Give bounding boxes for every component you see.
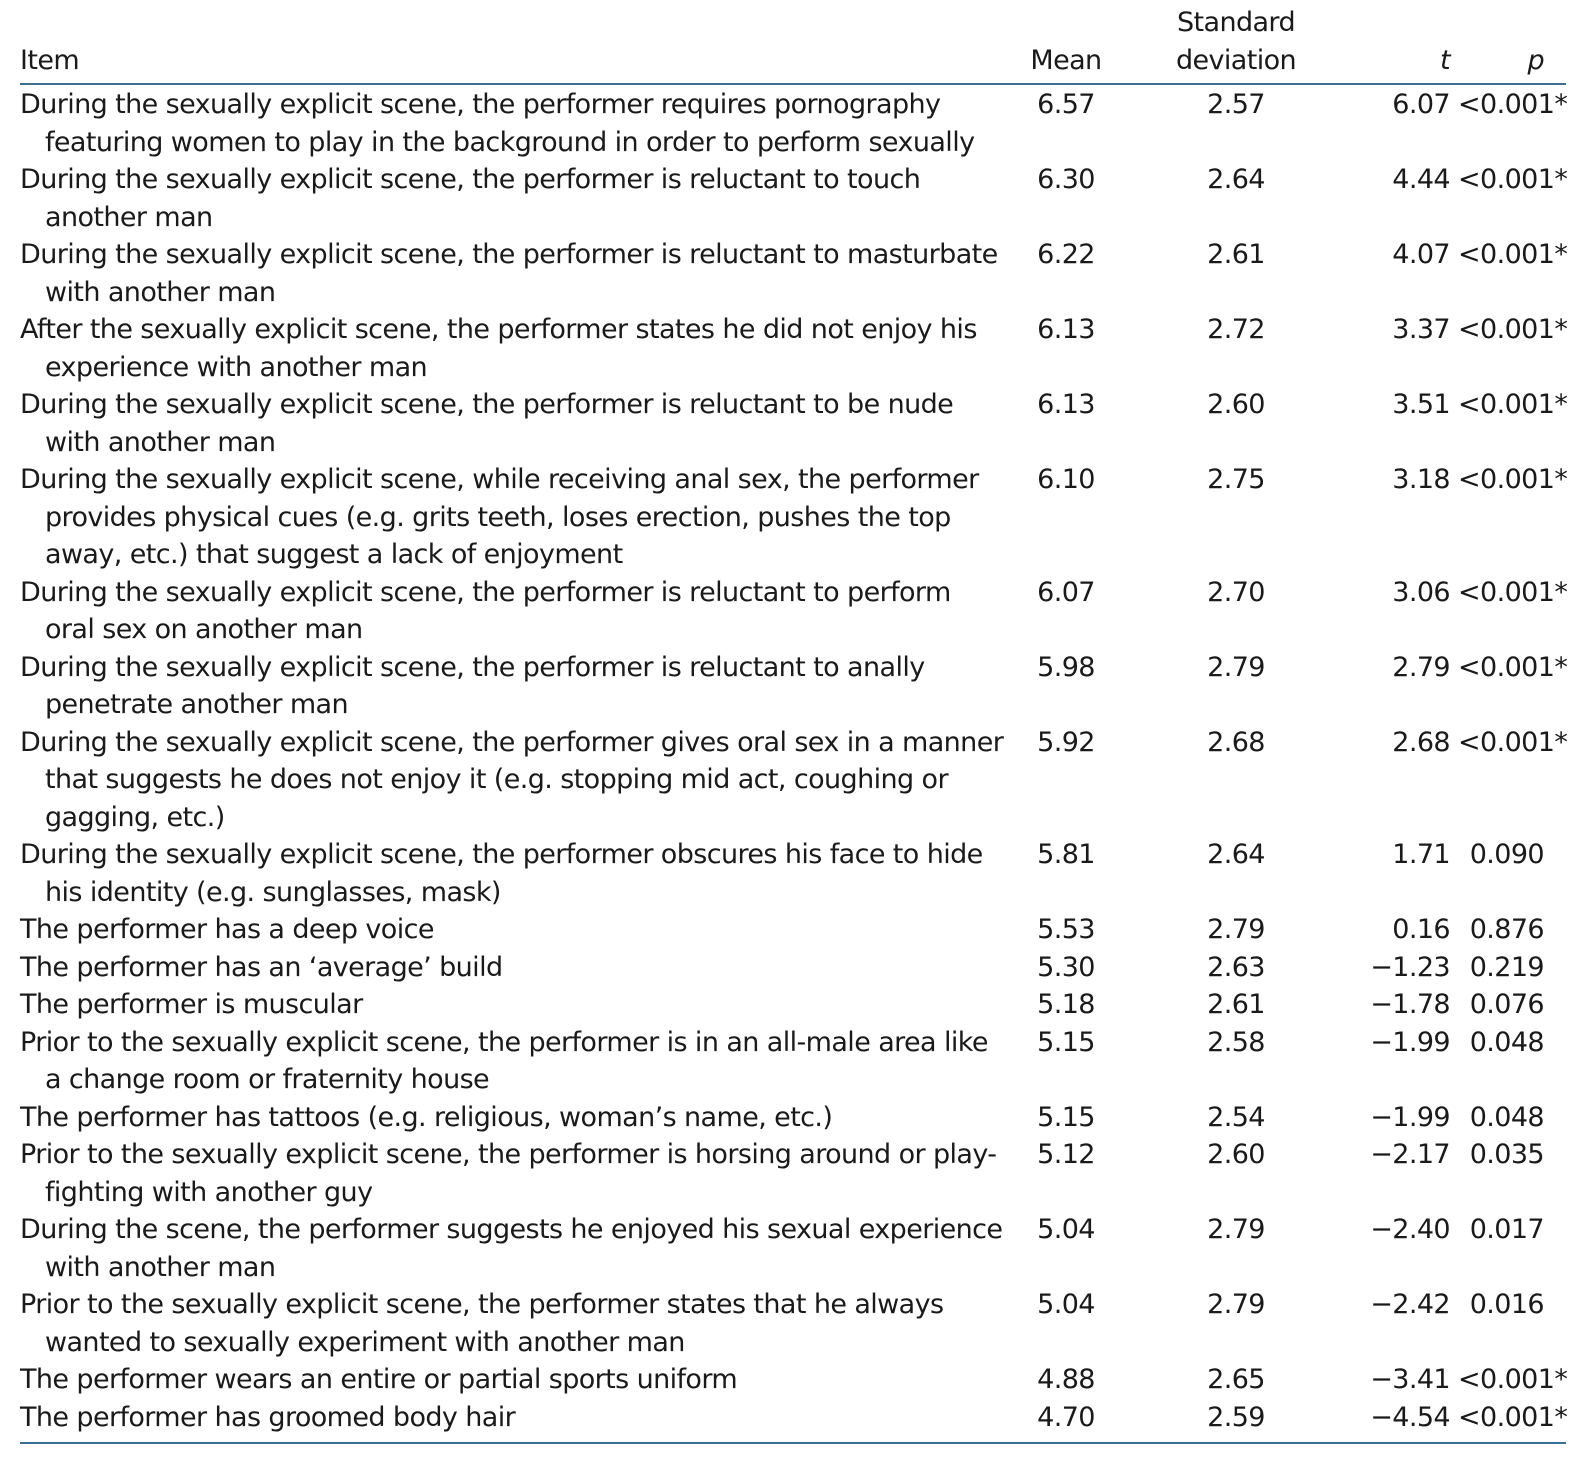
cell-sd: 2.58 [1207, 1026, 1265, 1058]
cell-sd: 2.54 [1207, 1101, 1265, 1133]
cell-item: The performer has tattoos (e.g. religious, woman’s name, etc.) [20, 1101, 833, 1133]
cell-p: 0.016 [1469, 1289, 1544, 1320]
cell-t: 2.68 [1392, 726, 1450, 758]
table-row [20, 1024, 1566, 1099]
cell-sd: 2.59 [1126, 1399, 1346, 1444]
cell-sd: 2.60 [1207, 389, 1265, 420]
cell-mean: 5.15 [1037, 1026, 1095, 1058]
cell-p: <0.001* [1458, 651, 1568, 683]
cell-item: The performer wears an entire or partial sports uniform [20, 1364, 738, 1395]
table-row [20, 574, 1566, 649]
cell-sd: 2.70 [1207, 576, 1265, 608]
cell-t: −2.40 [1370, 1214, 1450, 1245]
cell-p: 0.076 [1469, 989, 1544, 1020]
cell-t: 3.18 [1392, 464, 1450, 495]
cell-sd: 2.64 [1207, 164, 1265, 195]
table-row [20, 1099, 1566, 1137]
header-row [20, 0, 1566, 84]
cell-p: <0.001* [1458, 389, 1568, 420]
header-standard-deviation [1126, 0, 1346, 84]
cell-mean: 5.18 [1037, 989, 1095, 1020]
cell-sd: 2.65 [1207, 1364, 1265, 1395]
results-table [20, 0, 1566, 1444]
cell-mean: 5.92 [1037, 726, 1095, 758]
cell-t: −1.99 [1370, 1101, 1450, 1133]
table-row [20, 1286, 1566, 1361]
cell-mean: 5.04 [1037, 1214, 1095, 1245]
cell-p: 0.876 [1469, 914, 1544, 945]
cell-p: 0.048 [1469, 1101, 1544, 1133]
cell-item: During the sexually explicit scene, the performer gives oral sex in a manner that suggests he does not enjoy it (e.g. stopping mid act, coughing or gagging, etc.) [20, 726, 1004, 833]
header-t: t [1346, 0, 1458, 84]
cell-sd: 2.60 [1207, 1139, 1265, 1170]
cell-item: The performer has groomed body hair [20, 1399, 1006, 1444]
cell-item: Prior to the sexually explicit scene, the performer states that he always wanted to sexually experiment with another man [20, 1289, 944, 1358]
cell-sd: 2.61 [1207, 239, 1265, 270]
cell-mean: 6.13 [1037, 314, 1095, 345]
cell-mean: 5.98 [1037, 651, 1095, 683]
table-row [20, 986, 1566, 1024]
cell-sd: 2.64 [1207, 839, 1265, 870]
table-row [20, 161, 1566, 236]
table-row [20, 1399, 1566, 1444]
cell-mean: 6.07 [1037, 576, 1095, 608]
table-row [20, 911, 1566, 949]
cell-t: −2.42 [1370, 1289, 1450, 1320]
cell-item: Prior to the sexually explicit scene, the performer is horsing around or play-fighting with another guy [20, 1139, 997, 1208]
table-row [20, 1136, 1566, 1211]
cell-sd: 2.68 [1207, 726, 1265, 758]
cell-item: During the sexually explicit scene, the performer is reluctant to masturbate with another man [20, 239, 998, 308]
cell-sd: 2.72 [1207, 314, 1265, 345]
cell-t: −3.41 [1370, 1364, 1450, 1395]
cell-mean: 6.22 [1037, 239, 1095, 270]
cell-sd: 2.79 [1207, 1289, 1265, 1320]
cell-item: During the sexually explicit scene, the performer is reluctant to be nude with another man [20, 389, 954, 458]
cell-mean: 6.57 [1037, 89, 1095, 120]
cell-sd: 2.63 [1207, 951, 1265, 983]
cell-mean: 6.10 [1037, 464, 1095, 495]
cell-p: 0.048 [1469, 1026, 1544, 1058]
cell-sd: 2.61 [1207, 989, 1265, 1020]
cell-item: During the sexually explicit scene, the performer obscures his face to hide his identity (e.g. sunglasses, mask) [20, 839, 983, 908]
cell-item: During the sexually explicit scene, the performer is reluctant to touch another man [20, 164, 921, 233]
cell-t: 6.07 [1392, 89, 1450, 120]
cell-mean: 4.70 [1006, 1399, 1126, 1444]
header-sd-line2: deviation [1175, 44, 1297, 76]
table-row [20, 724, 1566, 837]
cell-p: <0.001* [1458, 576, 1568, 608]
cell-t: −2.17 [1370, 1139, 1450, 1170]
table-row [20, 649, 1566, 724]
cell-t: −4.54 [1346, 1399, 1458, 1444]
cell-item: After the sexually explicit scene, the performer states he did not enjoy his experience with another man [20, 314, 977, 383]
cell-p: 0.219 [1469, 951, 1544, 983]
header-p: p [1458, 0, 1566, 84]
table-row [20, 311, 1566, 386]
cell-p: <0.001* [1458, 164, 1568, 195]
cell-t: 3.51 [1392, 389, 1450, 420]
cell-item: During the sexually explicit scene, the performer is reluctant to anally penetrate another man [20, 651, 925, 720]
cell-p: <0.001* [1458, 239, 1568, 270]
cell-sd: 2.79 [1207, 914, 1265, 945]
cell-mean: 5.81 [1037, 839, 1095, 870]
cell-item: During the sexually explicit scene, the performer is reluctant to perform oral sex on another man [20, 576, 951, 645]
table-row [20, 84, 1566, 161]
cell-item: The performer is muscular [20, 989, 363, 1020]
cell-t: −1.99 [1370, 1026, 1450, 1058]
cell-mean: 5.15 [1037, 1101, 1095, 1133]
cell-t: 3.06 [1392, 576, 1450, 608]
header-mean: Mean [1006, 0, 1126, 84]
cell-t: −1.78 [1370, 989, 1450, 1020]
cell-item: The performer has a deep voice [20, 914, 434, 945]
table-row [20, 949, 1566, 987]
cell-p: <0.001* [1458, 1364, 1568, 1395]
cell-mean: 5.30 [1037, 951, 1095, 983]
table-header [20, 0, 1566, 84]
cell-sd: 2.75 [1207, 464, 1265, 495]
cell-p: 0.090 [1469, 839, 1544, 870]
cell-mean: 6.13 [1037, 389, 1095, 420]
table-row [20, 1361, 1566, 1399]
cell-item: During the sexually explicit scene, the performer requires pornography featuring women to play in the background in order to perform sexually [20, 89, 975, 158]
cell-t: 0.16 [1392, 914, 1450, 945]
cell-t: 3.37 [1392, 314, 1450, 345]
cell-p: 0.035 [1469, 1139, 1544, 1170]
cell-t: 4.44 [1392, 164, 1450, 195]
cell-item: During the sexually explicit scene, while receiving anal sex, the performer provides physical cues (e.g. grits teeth, loses erection, pushes the top away, etc.) that suggest a lack of enjoyment [20, 464, 979, 570]
cell-mean: 5.04 [1037, 1289, 1095, 1320]
cell-item: Prior to the sexually explicit scene, the performer is in an all-male area like a change room or fraternity house [20, 1026, 988, 1095]
header-sd-line1: Standard [1176, 7, 1296, 38]
table-row [20, 461, 1566, 574]
cell-p: <0.001* [1458, 314, 1568, 345]
cell-sd: 2.79 [1207, 1214, 1265, 1245]
cell-p: <0.001* [1458, 89, 1568, 120]
cell-p: <0.001* [1458, 464, 1568, 495]
cell-p: <0.001* [1458, 1399, 1566, 1444]
cell-mean: 5.53 [1037, 914, 1095, 945]
cell-t: 1.71 [1392, 839, 1450, 870]
cell-t: 4.07 [1392, 239, 1450, 270]
cell-sd: 2.57 [1207, 89, 1265, 120]
cell-p: 0.017 [1469, 1214, 1544, 1245]
cell-t: −1.23 [1370, 951, 1450, 983]
cell-mean: 6.30 [1037, 164, 1095, 195]
table-row [20, 836, 1566, 911]
cell-p: <0.001* [1458, 726, 1568, 758]
table-row [20, 1211, 1566, 1286]
cell-t: 2.79 [1392, 651, 1450, 683]
cell-item: The performer has an ‘average’ build [20, 951, 503, 983]
cell-item: During the scene, the performer suggests he enjoyed his sexual experience with another man [20, 1214, 1003, 1283]
header-item: Item [20, 0, 1006, 84]
results-table-container [20, 0, 1566, 1444]
table-body [20, 84, 1566, 1443]
cell-sd: 2.79 [1207, 651, 1265, 683]
table-row [20, 386, 1566, 461]
cell-mean: 5.12 [1037, 1139, 1095, 1170]
table-row [20, 236, 1566, 311]
cell-mean: 4.88 [1037, 1364, 1095, 1395]
